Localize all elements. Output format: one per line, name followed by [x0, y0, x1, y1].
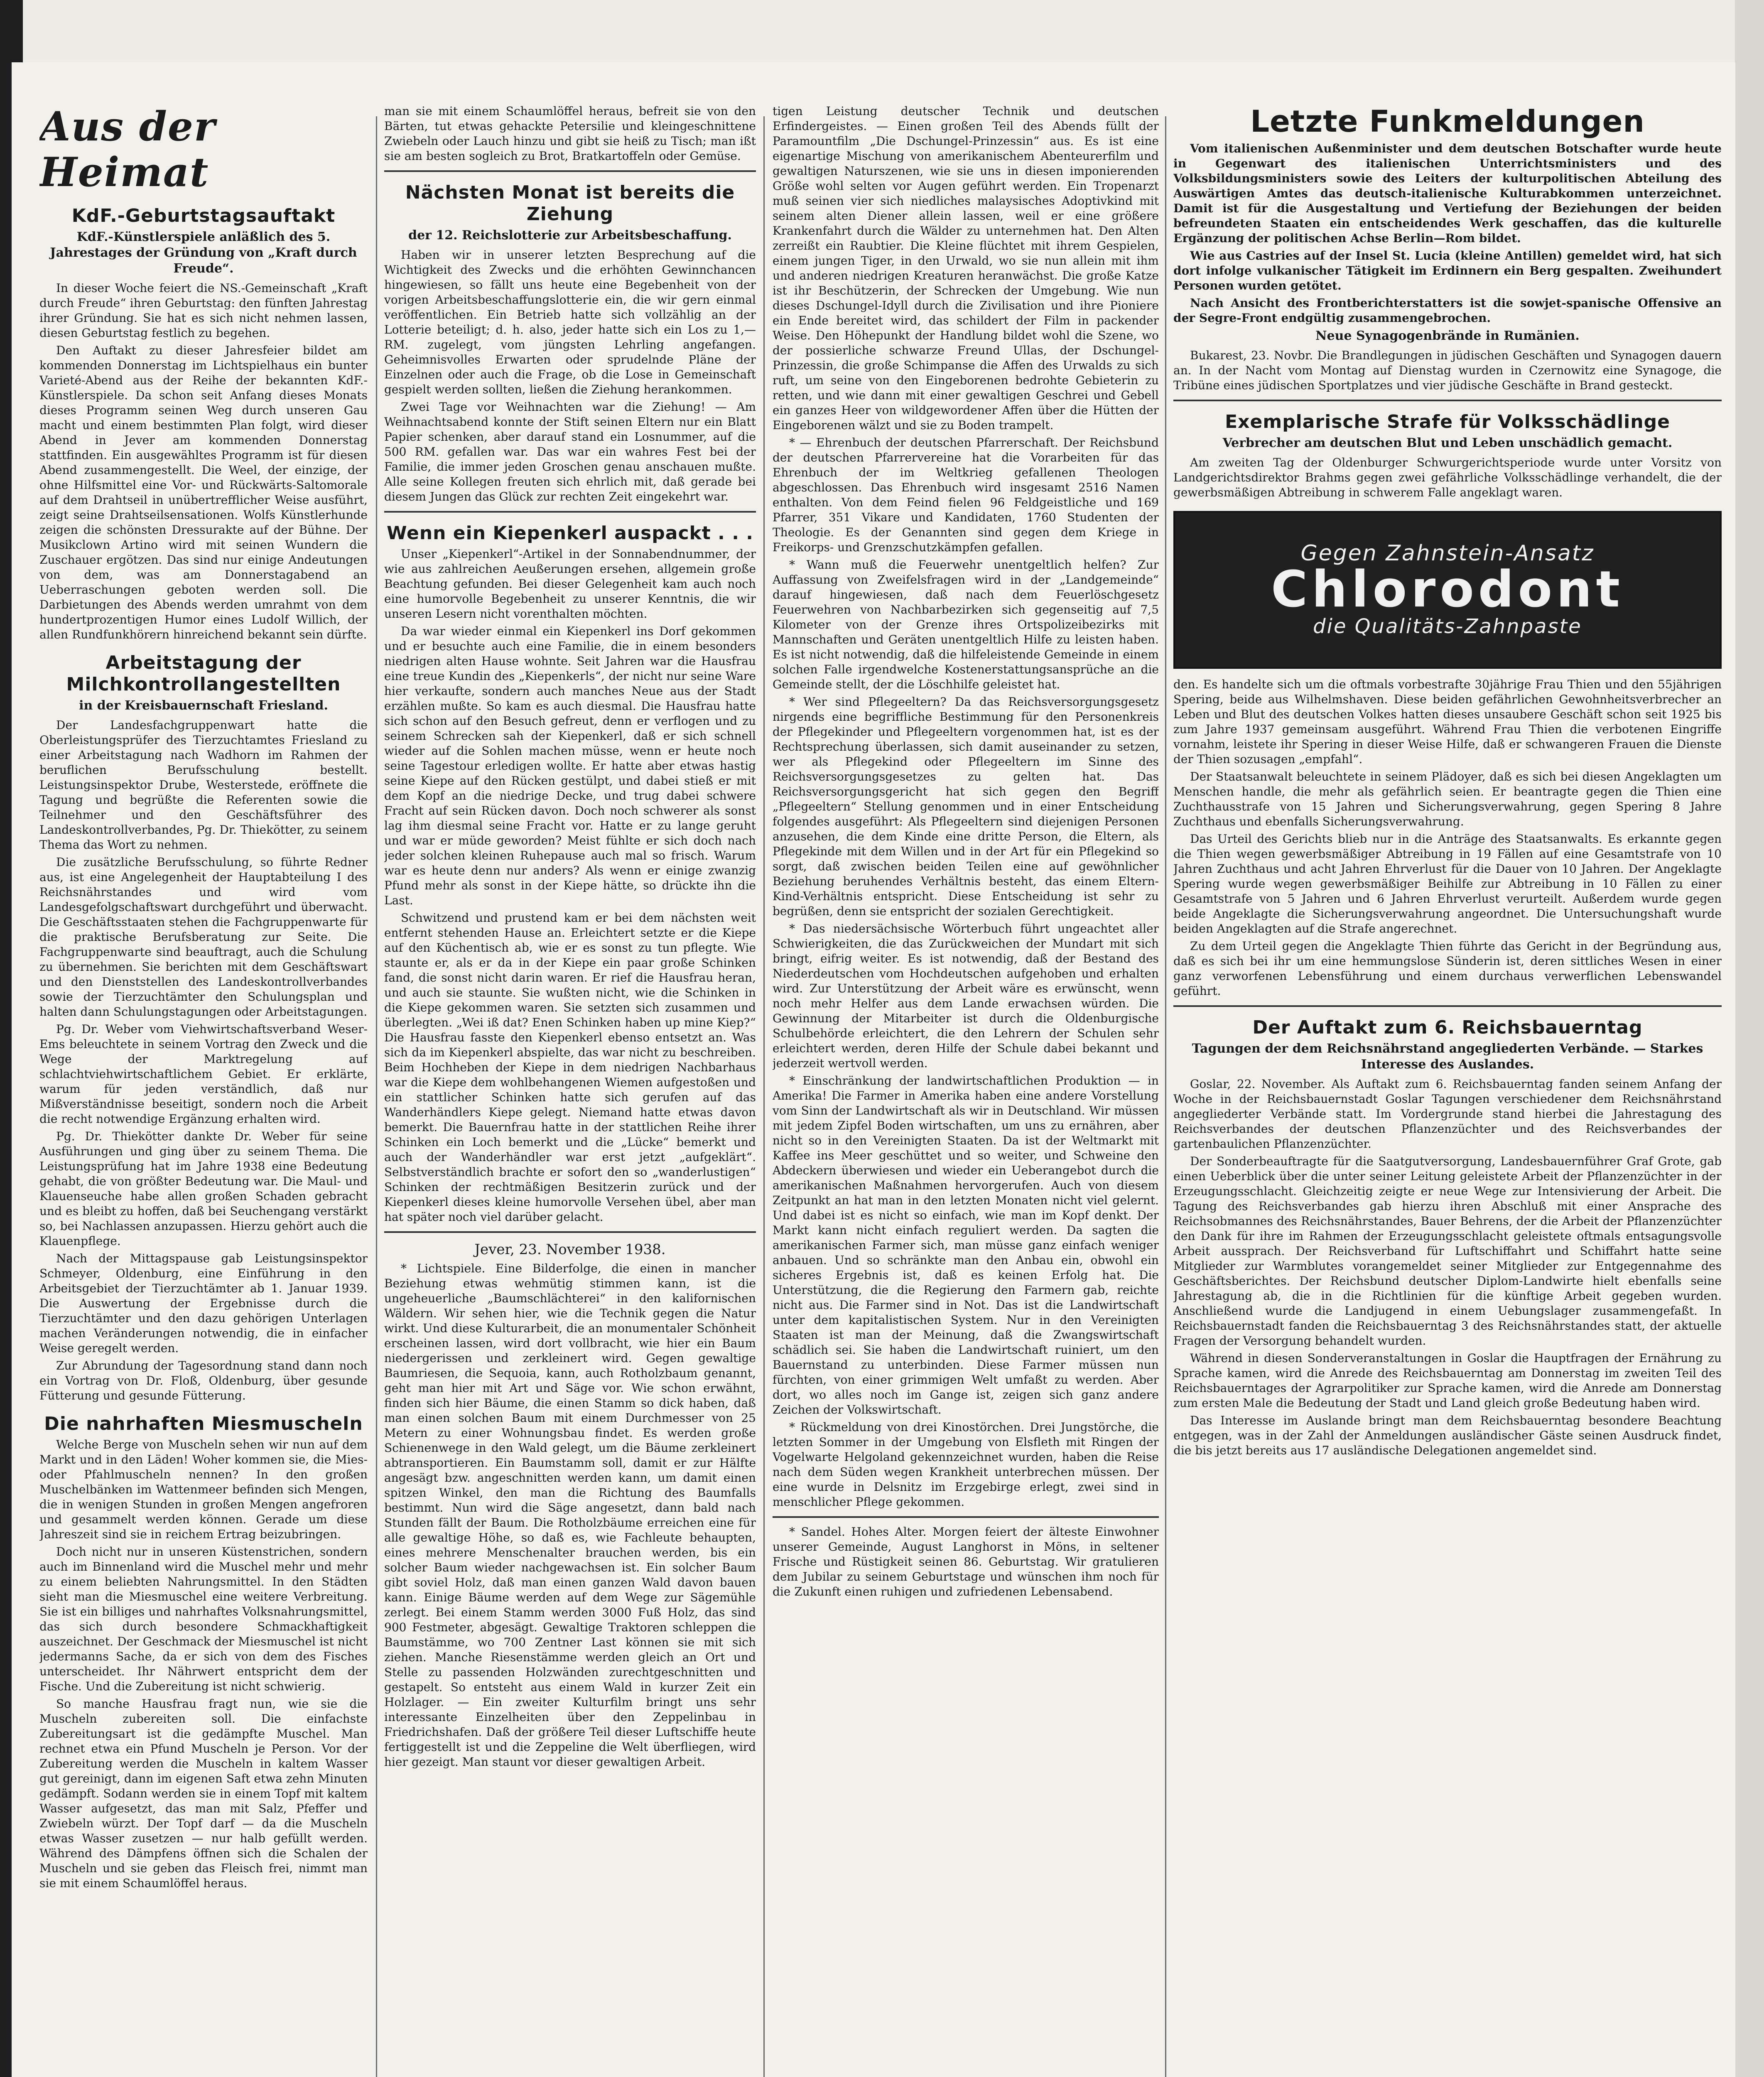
article-paragraph: Das Interesse im Auslande bringt man dem Reichsbauerntag besondere Beachtung entgegen, was in der Zahl der Anmeldungen ausländischer Gäste seinen Ausdruck findet, die bis jetzt bereits aus 17 ausländische Delegationen angemeldet sind.: [1173, 1414, 1722, 1457]
article-paragraph: Den Auftakt zu dieser Jahresfeier bildet am kommenden Donnerstag im Lichtspielhaus ein bunter Varieté-Abend aus der Reihe der bekannten KdF.-Künstlerspiele. Da schon seit Anfang dieses Monats dieses Programm seinen Weg durch unseren Gau macht und einem bestimmten Plan folgt, wird dieser Abend in Jever am kommenden Donnerstag stattfinden. Ein ausgewähltes Programm ist für diesen Abend zusammengestellt. Die Weel, der einzige, der ohne Hilfsmittel eine Vor- und Rückwärts-Saltomorale auf dem Drahtseil in unübertrefflicher Weise ausführt, zeigt seine Drahtseilsensationen. Wolfs Künstlerhunde zeigen die schönsten Dressurakte auf der Bühne. Der Musikclown Artino wird mit seinen Wundern die Zuschauer ergötzen. Das sind nur einige Andeutungen von dem, was am Donnerstagabend an Ueberraschungen geboten werden soll. Die Darbietungen des Abends werden umrahmt von dem hundertprozentigen Humor eines Ludolf Willich, der allen Rundfunkhörern hinreichend bekannt sein dürfte.: [39, 344, 368, 641]
article-paragraph: Zur Abrundung der Tagesordnung stand dann noch ein Vortrag von Dr. Floß, Oldenburg, über gesunde Fütterung und gesunde Fütterung.: [39, 1359, 368, 1402]
article-paragraph: Pg. Dr. Weber vom Viehwirtschaftsverband Weser-Ems beleuchtete in seinem Vortrag den Zweck und die Wege der Marktregelung auf schlachtviehwirtschaftlichem Gebiet. Er erklärte, warum für jeden verständlich, daß nur Mißverständnisse beseitigt, sondern noch die Arbeit die recht notwendige Ergänzung erhalten wird.: [39, 1022, 368, 1126]
article-paragraph: Während in diesen Sonderveranstaltungen in Goslar die Hauptfragen der Ernährung zu Sprache kamen, wird die Anrede des Reichsbauerntag am Donnerstag im zweiten Teil des Reichsbauerntages der Agrarpolitiker zur Sprache kamen, wird die Anrede am Donnerstag zum ersten Male die Bedeutung der Stadt und Land gleich große Bedeutung haben wird.: [1173, 1351, 1722, 1410]
article-paragraph: Zu dem Urteil gegen die Angeklagte Thien führte das Gericht in der Begründung aus, daß es sich bei ihr um eine hemmungslose Sünderin ist, deren sittliches Wesen in einer ganz verworfenen Lebensführung und einem durchaus verwerflichen Lebenswandel geführt.: [1173, 939, 1722, 998]
news-item: * Das niedersächsische Wörterbuch führt ungeachtet aller Schwierigkeiten, die das Zurückweichen der Mundart mit sich bringt, eifrig weiter. Es ist notwendig, daß der Bestand des Niederdeutschen vom Hochdeutschen aufgehoben und erhalten wird. Zur Unterstützung der Arbeit wäre es erwünscht, wenn noch mehr Helfer aus dem Lande erwachsen würden. Die Gewinnung der Mitarbeiter ist durch die Oldenburgische Schulbehörde erleichtert, die den Lehrern der Schulen sehr erleichtert werden, deren Hilfe der Schule dabei bekannt und jederzeit wertvoll werden.: [773, 922, 1159, 1070]
article-paragraph: Nach der Mittagspause gab Leistungsinspektor Schmeyer, Oldenburg, eine Einführung in den Arbeitsgebiet der Tierzuchtämter ab 1. Januar 1939. Die Auswertung der Ergebnisse durch die Tierzuchtämter und den dazu gehörigen Unterlagen machen Veränderungen notwendig, die in einfacher Weise geregelt werden.: [39, 1252, 368, 1355]
article-paragraph: So manche Hausfrau fragt nun, wie sie die Muscheln zubereiten soll. Die einfachste Zubereitungsart ist die gedämpfte Muschel. Man rechnet etwa ein Pfund Muscheln je Person. Vor der Zubereitung werden die Muscheln in kaltem Wasser gut gereinigt, dann im eigenen Saft etwa zehn Minuten gedämpft. Sodann werden sie in einem Topf mit kaltem Wasser aufgesetzt, das man mit Salz, Pfeffer und Zwiebeln würzt. Der Topf darf — da die Muscheln etwas Wasser zusetzen — nur halb gefüllt werden. Während des Dämpfens öffnen sich die Schalen der Muscheln und sie geben das Fleisch frei, nimmt man sie mit einem Schaumlöffel heraus.: [39, 1697, 368, 1890]
article-paragraph: Das Urteil des Gerichts blieb nur in die Anträge des Staatsanwalts. Es erkannte gegen die Thien wegen gewerbsmäßiger Abtreibung in 19 Fällen auf eine Gesamtstrafe von 10 Jahren Zuchthaus und acht Jahren Ehrverlust für die Dauer von 10 Jahren. Der Angeklagte Spering wurde wegen gewerbsmäßiger Beihilfe zur Abtreibung in 10 Fällen zu einer Gesamtstrafe von 5 Jahren und 6 Jahren Ehrverlust verurteilt. Außerdem wurde gegen beide Angeklagte die Sicherungsverwahrung angeordnet. Die Untersuchungshaft wurde beiden Angeklagten auf die Strafe angerechnet.: [1173, 832, 1722, 935]
news-item: * Wer sind Pflegeeltern? Da das Reichsversorgungsgesetz nirgends eine begriffliche Bestimmung für den Personenkreis der Pflegekinder und Pflegeeltern vorgenommen hat, ist es der Rechtsprechung überlassen, sich damit auseinander zu setzen, wer als Pflegekind oder Pflegeeltern im Sinne des Reichsversorgungsgesetzes zu gelten hat. Das Reichsversorgungsgericht hat sich gegen den Begriff „Pflegeeltern“ Stellung genommen und in einer Entscheidung folgendes ausgeführt: Als Pflegeeltern sind diejenigen Personen anzusehen, die dem Kinde eine dritte Person, die Eltern, als Pflegekinde mit dem Willen und in der Art für ein Pflegekind so sorgt, daß zwischen beiden Teilen eine auf gewöhnlicher Beziehung beruhendes Verhältnis besteht, das einem Eltern-Kind-Verhältnis entspricht. Diese Entscheidung ist sehr zu begrüßen, denn sie entspricht der sozialen Gerechtigkeit.: [773, 695, 1159, 918]
news-item: Vom italienischen Außenminister und dem deutschen Botschafter wurde heute in Gegenwart des italienischen Unterrichtsministers und des Volksbildungsministers sowie des Leiters der kulturpolitischen Abteilung des Auswärtigen Amtes das deutsch-italienische Kulturabkommen unterzeichnet. Damit ist für die Ausgestaltung und Vertiefung der Beziehungen der beiden befreundeten Staaten ein entscheidendes Werk geschaffen, das die kulturelle Ergänzung der politischen Achse Berlin—Rom bildet.: [1173, 142, 1722, 245]
article-paragraph: Der Sonderbeauftragte für die Saatgutversorgung, Landesbauernführer Graf Grote, gab einen Ueberblick über die unter seiner Leitung geleistete Arbeit der Pflanzenzüchter in der Erzeugungsschlacht. Gleichzeitig zeigte er neue Wege zur Intensivierung der Arbeit. Die Tagung des Reichsverbandes gab hierzu ihren Abschluß mit einer Ansprache des Reichsobmannes des Reichsnährstandes, Bauer Behrens, der die Arbeit der Pflanzenzüchter den Dank für ihre im Rahmen der Erzeugungsschlacht geleistete oftmals entsagungsvolle Arbeit aussprach. Der Reichsverband für Luftschiffahrt und Schiffahrt hatte seine Mitglieder zur Warmblutes vorangemeldet seiner Mitglieder zur Entgegennahme des Geschäftsberichtes. Der Reichsbund deutscher Diplom-Landwirte hielt ebenfalls seine Jahrestagung ab, die in die Richtlinien für die künftige Arbeit gegeben wurden. Anschließend wurde die Landjugend in einem Uebungslager zusammengefaßt. In Reichsbauernstadt fanden die Reichsbauerntag 3 des Reichsnährstandes statt, der aktuelle Fragen der Versorgung behandelt wurden.: [1173, 1154, 1722, 1348]
news-item: Bukarest, 23. Novbr. Die Brandlegungen in jüdischen Geschäften und Synagogen dauern an. In der Nacht vom Montag auf Dienstag wurden in Czernowitz eine Synagoge, die Tribüne eines jüdischen Sportplatzes und vier jüdische Geschäfte in Brand gesteckt.: [1173, 349, 1722, 392]
article-separator: [384, 170, 756, 172]
dateline: Jever, 23. November 1938.: [474, 1241, 666, 1258]
article-headline: Nächsten Monat ist bereits die Ziehung: [405, 182, 735, 225]
ad-tagline: Gegen Zahnstein-Ansatz: [1300, 541, 1595, 566]
article-paragraph: Der Landesfachgruppenwart hatte die Oberleistungsprüfer des Tierzuchtamtes Friesland zu einer Arbeitstagung nach Wadhorn im Rahmen der beruflichen Berufsschulung bestellt. Leistungsinspektor Drube, Westerstede, eröffnete die Tagung und begrüßte die Referenten sowie die Teilnehmer und den Geschäftsführer des Landeskontrollverbandes, Pg. Dr. Thiekötter, zu seinem Thema das Wort zu nehmen.: [39, 718, 368, 852]
article-paragraph: Am zweiten Tag der Oldenburger Schwurgerichtsperiode wurde unter Vorsitz von Landgerichtsdirektor Brahms gegen zwei gefährliche Volksschädlinge verhandelt, die der gewerbsmäßigen Abtreibung in schwerem Falle angeklagt waren.: [1173, 456, 1722, 499]
column-rule: [1165, 116, 1166, 2077]
article-subheadline: der 12. Reichslotterie zur Arbeitsbeschaffung.: [408, 228, 732, 243]
news-item: * Sandel. Hohes Alter. Morgen feiert der älteste Einwohner unserer Gemeinde, August Langhorst in Möns, in seltener Frische und Rüstigkeit seinen 86. Geburtstag. Wir gratulieren dem Jubilar zu seinem Geburtstage und wünschen ihm noch für die Zukunft einen ruhigen und zufriedenen Lebensabend.: [773, 1525, 1159, 1598]
article-separator: [1173, 1005, 1722, 1007]
column-1: [39, 104, 368, 2077]
article-paragraph: Zwei Tage vor Weihnachten war die Ziehung! — Am Weihnachtsabend konnte der Stift seinen Eltern nur ein Blatt Papier schenken, aber darauf stand ein Losnummer, auf die 500 RM. gefallen war. Das war ein wahres Fest bei der Familie, die immer jeden Groschen genau anschauen mußte. Alle seine Kollegen freuten sich ehrlich mit, daß gerade bei diesem Jungen das Glück zur rechten Zeit eingekehrt war.: [384, 400, 756, 503]
section-masthead: Aus der Heimat: [39, 104, 216, 196]
article-paragraph: Welche Berge von Muscheln sehen wir nun auf dem Markt und in den Läden! Woher kommen sie, die Mies- oder Pfahlmuscheln nennen? In den großen Muschelbänken im Wattenmeer befinden sich Mengen, die in wenigen Stunden in großen Mengen angefroren und gesammelt werden können. Gerade um diese Jahreszeit sind sie in reichem Ertrag beizubringen.: [39, 1438, 368, 1541]
article-subheadline: Tagungen der dem Reichsnährstand angegliederten Verbände. — Starkes Interesse des Auslandes.: [1192, 1041, 1703, 1072]
article-paragraph: Pg. Dr. Thiekötter dankte Dr. Weber für seine Ausführungen und ging über zu seinem Thema. Die Leistungsprüfung hat im Jahre 1938 eine Bedeutung gehabt, die von größter Bedeutung war. Die Maul- und Klauenseuche habe allen großen Schaden gebracht und es bleibt zu hoffen, daß bei Seuchengang verstärkt so, bei Nachlassen anzupassen. Hierzu gehört auch die Klauenpflege.: [39, 1129, 368, 1248]
page-margin: [1735, 0, 1764, 2077]
article-paragraph: tigen Leistung deutscher Technik und deutschen Erfindergeistes. — Einen großen Teil des Abends füllt der Paramountfilm „Die Dschungel-Prinzessin“ aus. Es ist eine eigenartige Mischung von amerikanischem Abenteurerfilm und gewaltigen Naturszenen, wie sie uns in diesen imponierenden Größe wohl selten vor Augen geführt werden. Ein Tropenarzt muß seinen vier sich niedliches malaysisches Adoptivkind mit seinem alten Diener allein lassen, weil er eine größere Krankenfahrt durch die Wälder zu unternehmen hat. Den Alten zerreißt ein Raubtier. Die Kleine flüchtet mit ihrem Gespielen, einem jungen Tiger, in den Urwald, wo sie nun allein mit ihm und anderen niedrigen Kreaturen heranwächst. Die große Katze ist ihr Beschützerin, der Schrecken der Umgebung. Wie nun dieses Dschungel-Idyll durch die Zivilisation und ihre Pioniere ein Ende bereitet wird, das schildert der Film in packender Weise. Den Höhepunkt der Handlung bildet wohl die Szene, wo der possierliche schwarze Freund Ullas, der Dschungel-Prinzessin, die große Schimpanse die Affen des Urwalds zu sich ruft, um seine von den Eingeborenen bedrohte Gebieterin zu retten, und wie dann mit einer gewaltigen Geschrei und Gebell ein ganzes Heer von wildgewordener Affen über die Hütten der Eingeborenen wälzt und sie zu Boden trampelt.: [773, 104, 1159, 432]
news-item: Wie aus Castries auf der Insel St. Lucia (kleine Antillen) gemeldet wird, hat sich dort infolge vulkanischer Tätigkeit im Erdinnern ein Berg gespalten. Zweihundert Personen wurden getötet.: [1173, 249, 1722, 292]
article-separator: [1173, 400, 1722, 401]
article-separator: [773, 1516, 1159, 1518]
news-item: * Wann muß die Feuerwehr unentgeltlich helfen? Zur Auffassung von Zweifelsfragen wird in der „Landgemeinde“ darauf hingewiesen, daß nach dem Feuerlöschgesetz Feuerwehren von Nachbarbezirken sich gegenseitig auf 7,5 Kilometer von der Grenze ihres Ortspolizeibezirks mit Mannschaften und Geräten unentgeltlich Hilfe zu leisten haben. Es ist nicht notwendig, daß die hilfeleistende Gemeinde in einem solchen Falle irgendwelche Kostenerstattungsansprüche an die Gemeinde stellt, der die Löschhilfe geleistet hat.: [773, 558, 1159, 691]
article-headline: Letzte Funkmeldungen: [1250, 104, 1645, 139]
article-separator: [384, 1231, 756, 1233]
article-paragraph: * Lichtspiele. Eine Bilderfolge, die einen in mancher Beziehung etwas wehmütig stimmen kann, ist die ungeheuerliche „Baumschlächterei“ in den kalifornischen Wäldern. Wir sehen hier, wie die Technik gegen die Natur wirkt. Und diese Kulturarbeit, die an monumentaler Schönheit erscheinen lassen, wird dort vollbracht, wie hier ein Baum niedergerissen und zerkleinert wird. Gegen gewaltige Baumriesen, die Sequoia, kann, auch Rotholzbaum genannt, geht man hier mit Art und Säge vor. Wie schon erwähnt, finden sich hier Bäume, die einen Stamm so dick haben, daß man einen solchen Baum mit einem Durchmesser von 25 Metern zu einer Wohnungsbau findet. Es werden große Schienenwege in den Wald gelegt, um die Bäume zerkleinert abtransportieren. Ein Baumstamm soll, damit er zur Hälfte angesägt bzw. angeschnitten werden kann, um damit einen spitzen Winkel, den man die Richtung des Baumfalls bestimmt. Nun wird die Säge angesetzt, dann bald nach Stunden fällt der Baum. Die Rotholzbäume erreichen eine für alle gewaltige Höhe, so daß es, wie Fachleute behaupten, eines mehrere Menschenalter brauchen werden, bis ein solcher Baum wieder nachgewachsen ist. Ein solcher Baum gibt soviel Holz, daß man einen ganzen Wald davon bauen kann. Einige Bäume werden auf dem Wege zur Sägemühle zerlegt. Bei einem Stamm werden 3000 Fuß Holz, das sind 900 Festmeter, abgesägt. Gewaltige Traktoren schleppen die Baumstämme, wo 700 Zentner Last können sie mit sich ziehen. Manche Riesenstämme werden gleich an Ort und Stelle zu passenden Holzwänden zurechtgeschnitten und gestapelt. So entsteht aus einem Wald in kurzer Zeit ein Holzlager. — Ein zweiter Kulturfilm bringt uns sehr interessante Einzelheiten über den Zeppelinbau in Friedrichshafen. Daß der größere Teil dieser Luftschiffe heute fertiggestellt ist und die Zeppeline die Welt überfliegen, wird hier gezeigt. Man staunt vor dieser gewaltigen Arbeit.: [384, 1262, 756, 1769]
article-headline: KdF.-Geburtstagsauftakt: [71, 205, 336, 226]
news-item: * — Ehrenbuch der deutschen Pfarrerschaft. Der Reichsbund der deutschen Pfarrervereine hat die Vorarbeiten für das Ehrenbuch der im Weltkrieg gefallenen Theologen abgeschlossen. Das Ehrenbuch wird insgesamt 2516 Namen enthalten. Von dem Feind fielen 96 Feldgeistliche und 169 Pfarrer, 351 Vikare und Kandidaten, 1760 Studenten der Theologie. Es der Genannten sind gegen dem Kriege in Freikorps- und Grenzschutzkämpfen gefallen.: [773, 436, 1159, 554]
article-headline: Arbeitstagung der Milchkontrollangestellten: [66, 652, 341, 695]
article-subheadline: KdF.-Künstlerspiele anläßlich des 5. Jahrestages der Gründung von „Kraft durch Freude“.: [50, 230, 357, 276]
article-paragraph: In dieser Woche feiert die NS.-Gemeinschaft „Kraft durch Freude“ ihren Geburtstag: den fünften Jahrestag ihrer Gründung. Sie hat es sich nicht nehmen lassen, diesen Geburtstag festlich zu begehen.: [39, 281, 368, 340]
article-paragraph: den. Es handelte sich um die oftmals vorbestrafte 30jährige Frau Thien und den 55jährigen Spering, beide aus Wilhelmshaven. Diese beiden gefährlichen Gewohnheitsverbrecher an Leben und Blut des deutschen Volkes hatten dieses unsaubere Geschäft schon seit 1925 bis zum Jahre 1937 gemeinsam ausgeführt. Während Frau Thien die verbotenen Eingriffe vornahm, leistete ihr Spering in dieser Weise Hilfe, daß er schwangeren Frauen die Dienste der Thien sozusagen „empfahl“.: [1173, 678, 1722, 766]
article-headline: Die nahrhaften Miesmuscheln: [44, 1413, 363, 1434]
column-rule: [763, 116, 765, 2077]
article-paragraph: Doch nicht nur in unseren Küstenstrichen, sondern auch im Binnenland wird die Muschel mehr und mehr zu einem beliebten Nahrungsmittel. In den Städten sieht man die Miesmuschel eine weitere Verbreitung. Sie ist ein billiges und nahrhaftes Volksnahrungsmittel, das sich durch besondere Schmackhaftigkeit auszeichnet. Der Geschmack der Miesmuschel ist nicht jedermanns Sache, da er sich von dem des Fisches unterscheidet. Ihr Nährwert entspricht dem der Fische. Und die Zubereitung ist nicht schwierig.: [39, 1545, 368, 1693]
ad-brand: Chlorodont: [1271, 561, 1624, 619]
article-paragraph: Schwitzend und prustend kam er bei dem nächsten weit entfernt stehenden Hause an. Erleichtert setzte er die Kiepe auf den Küchentisch ab, wie er es sonst zu tun pflegte. Wie staunte er, als er da in der Kiepe ein paar große Schinken fand, die sonst nicht darin waren. Er rief die Hausfrau heran, und auch sie staunte. Sie wußten nicht, wie die Schinken in die Kiepe gekommen waren. Sie setzten sich zusammen und überlegten. „Wei iß dat? Enen Schinken haben up mine Kiep?“ Die Hausfrau fasste den Kiepenkerl ebenso entsetzt an. Was sich da im Kiepenkerl abspielte, das war nicht zu beschreiben. Beim Hochheben der Kiepe in dem niedrigen Nachbarhaus war die Kiepe dem wohlbehangenen Wiemen aufgestoßen und ein stattlicher Schinken hatte sich gerufen auf das Wanderhändlers Kiepe gelegt. Niemand hatte etwas davon bemerkt. Die Bauernfrau hatte in der stattlichen Reihe ihrer Schinken ein Loch bemerkt und die „Lücke“ bemerkt und auch der Wanderhändler war erst jetzt „aufgeklärt“. Selbstverständlich brachte er sofort den so „wanderlustigen“ Schinken der rechtmäßigen Besitzerin zurück und der Kiepenkerl dieses kleine humorvolle Versehen übel, aber man hat später noch viel darüber gelacht.: [384, 911, 756, 1224]
news-item: * Einschränkung der landwirtschaftlichen Produktion — in Amerika! Die Farmer in Amerika haben eine andere Vorstellung vom Sinn der Landwirtschaft als wir in Deutschland. Wir müssen mit jedem Zipfel Boden wirtschaften, um uns zu ernähren, aber nicht so in den Vereinigten Staaten. Da ist der Weltmarkt mit Kaffee ins Meer geschüttet und so weiter, und Schweine den Abdeckern überwiesen und wieder ein Ueberangebot durch die amerikanischen Maßnahmen hervorgerufen. Auch von diesem Zeitpunkt an hat man in den letzten Monaten nicht viel gelernt. Und dabei ist es nicht so einfach, wie man im Kopf denkt. Der Markt kann nicht einfach reguliert werden. Da sagten die amerikanischen Farmer sich, man müsse ganz einfach weniger anbauen. Und so schränkte man den Anbau ein, obwohl ein sicheres Ergebnis ist, daß es keinen Erfolg hat. Die Unterstützung, die die Regierung den Farmern gab, reichte nicht aus. Die Farmer sind in Not. Das ist die Landwirtschaft unter dem kapitalistischen System. Nur in den Vereinigten Staaten ist man der Meinung, daß die Zwangswirtschaft schädlich sei. Sie haben die Landwirtschaft ruiniert, um den Bauernstand zu unterbinden. Diese Farmer müssen nun fürchten, von einer grimmigen Welt umfaßt zu werden. Aber dort, wo alles noch im Gange ist, zeigen sich ganz andere Zeichen der Volkswirtschaft.: [773, 1074, 1159, 1417]
article-subheadline: in der Kreisbauernschaft Friesland.: [79, 698, 328, 713]
news-item: Nach Ansicht des Frontberichterstatters ist die sowjet-spanische Offensive an der Segre-Front endgültig zusammengebrochen.: [1173, 296, 1722, 325]
article-paragraph: Goslar, 22. November. Als Auftakt zum 6. Reichsbauerntag fanden seinem Anfang der Woche in der Reichsbauernstadt Goslar Tagungen verschiedener dem Reichsnährstand angegliederter Verbände statt. Im Vordergrunde stand hierbei die Jahrestagung des Reichsverbandes der deutschen Pflanzenzüchter und des Reichsverbandes der gartenbaulichen Pflanzenzüchter.: [1173, 1077, 1722, 1151]
column-rule: [376, 116, 377, 2077]
article-headline: Wenn ein Kiepenkerl auspackt . . .: [387, 523, 753, 544]
article-paragraph: Haben wir in unserer letzten Besprechung auf die Wichtigkeit des Zwecks und die erhöhten Gewinnchancen hingewiesen, so fällt uns heute eine Begebenheit von der vorigen Arbeitsbeschaffungslotterie ein, die wir gern einmal veröffentlichen. Ein Betrieb hatte sich vollzählig an der Lotterie beteiligt; d. h. also, jeder hatte sich ein Los zu 1,— RM. zugelegt, vom jüngsten Lehrling angefangen. Geheimnisvolles Erwarten oder sprudelnde Pläne der Einzelnen oder auch die Frage, ob die Lose in Gemeinschaft gespielt werden sollten, ließen die Ziehung herankommen.: [384, 248, 756, 396]
article-subheadline: Neue Synagogenbrände in Rumänien.: [1315, 329, 1580, 343]
article-separator: [384, 511, 756, 513]
column-3: [773, 104, 1159, 2077]
ad-slogan: die Qualitäts-Zahnpaste: [1313, 615, 1582, 638]
article-paragraph: Unser „Kiepenkerl“-Artikel in der Sonnabendnummer, der wie aus zahlreichen Aeußerungen ersehen, allgemein große Beachtung gefunden. Bei dieser Gelegenheit kam auch noch eine humorvolle Begebenheit zu unserer Kenntnis, die wir unseren Lesern nicht vorenthalten möchten.: [384, 547, 756, 621]
article-headline: Der Auftakt zum 6. Reichsbauerntag: [1252, 1017, 1643, 1038]
column-4: [1173, 104, 1722, 2077]
news-item: * Rückmeldung von drei Kinostörchen. Drei Jungstörche, die letzten Sommer in der Umgebung von Elsfleth mit Ringen der Vogelwarte Helgoland gekennzeichnet wurden, haben die Reise nach dem Süden wegen Krankheit unterbrechen müssen. Der eine wurde in Delsnitz im Erzgebirge erlegt, zwei sind in menschlicher Pflege gekommen.: [773, 1420, 1159, 1509]
advertisement-chlorodont: [1173, 511, 1722, 669]
column-2: [384, 104, 756, 2077]
article-paragraph: man sie mit einem Schaumlöffel heraus, befreit sie von den Bärten, tut etwas gehackte Petersilie und kleingeschnittene Zwiebeln oder Lauch hinzu und gibt sie heiß zu Tisch; man ißt sie am besten sogleich zu Brot, Bratkartoffeln oder Gemüse.: [384, 104, 756, 163]
article-subheadline: Verbrecher am deutschen Blut und Leben unschädlich gemacht.: [1222, 436, 1673, 450]
article-paragraph: Die zusätzliche Berufsschulung, so führte Redner aus, ist eine Angelegenheit der Hauptabteilung I des Reichsnährstandes und wird vom Landesgefolgschaftswart durchgeführt und überwacht. Die Geschäftsstaaten stehen die Fachgruppenwarte für die praktische Berufsberatung zur Seite. Die Fachgruppenwarte sind beauftragt, auch die Schulung zu übernehmen. Sie berichten mit dem Geschäftswart und den Dienststellen des Landeskontrollverbandes sowie der Tierzuchtämter den Schulungsplan und halten dann Schulungstagungen oder Arbeitstagungen.: [39, 855, 368, 1019]
article-headline: Exemplarische Strafe für Volksschädlinge: [1225, 411, 1670, 432]
article-paragraph: Da war wieder einmal ein Kiepenkerl ins Dorf gekommen und er besuchte auch eine Familie, die in einem besonders niedrigen alten Hause wohnte. Seit Jahren war die Hausfrau eine treue Kundin des „Kiepenkerls“, der nicht nur seine Ware hier verkaufte, sondern auch manches Neue aus der Stadt erzählen mußte. So kam es auch diesmal. Die Hausfrau hatte sich schon auf den Besuch gefreut, denn er verflogen und zu seinem Schrecken sah der Kiepenkerl, daß er sich schnell wieder auf die Sohlen machen müsse, wenn er heute noch seine Tagestour erledigen wollte. Er hatte aber etwas hastig seine Kiepe auf den Rücken gestülpt, und dabei stieß er mit dem Kopf an die niedrige Decke, und trug dabei schwere Fracht auf sein Rücken davon. Doch noch schwerer als sonst lag ihm diesmal seine Fracht vor. Hatte er zu lange geruht und war er müde geworden? Meist fühlte er sich doch nach jeder solchen kleinen Ruhepause auch mal so frisch. Warum war es heute denn nur anders? Als wenn er einige zwanzig Pfund mehr als sonst in der Kiepe hätte, so drückte ihn die Last.: [384, 624, 756, 907]
article-paragraph: Der Staatsanwalt beleuchtete in seinem Plädoyer, daß es sich bei diesen Angeklagten um Menschen handle, die mehr als gefährlich seien. Er beantragte gegen die Thien eine Zuchthausstrafe von 15 Jahren und Sicherungsverwahrung, gegen Spering 8 Jahre Zuchthaus und ebenfalls Sicherungsverwahrung.: [1173, 770, 1722, 828]
